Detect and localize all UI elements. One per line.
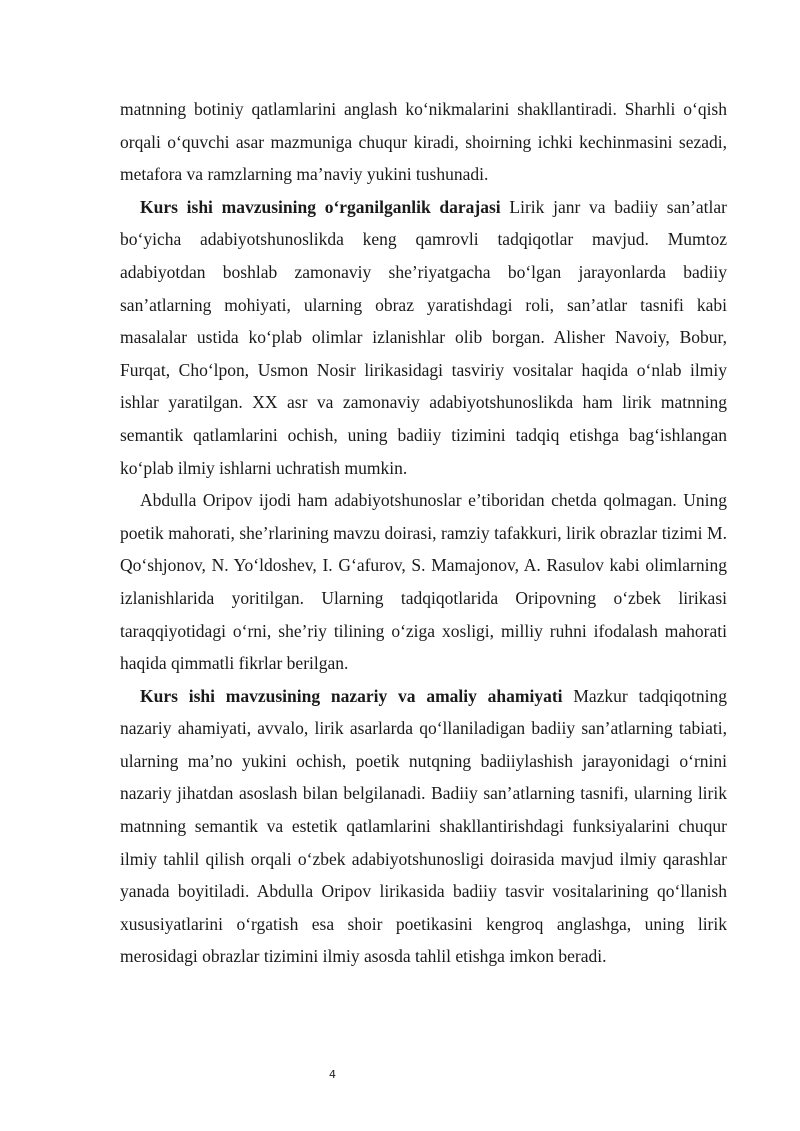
paragraph-continuation xyxy=(120,93,727,191)
page-number: 4 xyxy=(329,1068,336,1081)
paragraph-study-level xyxy=(120,191,727,484)
paragraph-text: Abdulla Oripov ijodi ham adabiyotshunoslar e’tiboridan chetda qolmagan. Uning poetik mahorati, she’rlarining mavzu doirasi, ramziy tafakkuri, lirik obrazlar tizimi M. Qo‘shjonov, N. Yo‘ldoshev, I. G‘afurov, S. Mamajonov, A. Rasulov kabi olimlarning izlanishlarida yoritilgan. Ularning tadqiqotlarida Oripovning o‘zbek lirikasi taraqqiyotidagi o‘rni, she’riy tilining o‘ziga xosligi, milliy ruhni ifodalash mahorati haqida qimmatli fikrlar berilgan. xyxy=(120,490,727,674)
document-body xyxy=(120,93,727,973)
paragraph-text: Lirik janr va badiiy san’atlar bo‘yicha adabiyotshunoslikda keng qamrovli tadqiqotlar mavjud. Mumtoz adabiyotdan boshlab zamonaviy she’riyatgacha bo‘lgan jarayonlarda badiiy san’atlarning mohiyati, ularning obraz yaratishdagi roli, san’atlar tasnifi kabi masalalar ustida ko‘plab olimlar izlanishlar olib borgan. Alisher Navoiy, Bobur, Furqat, Cho‘lpon, Usmon Nosir lirikasidagi tasviriy vositalar haqida o‘nlab ilmiy ishlar yaratilgan. XX asr va zamonaviy adabiyotshunoslikda ham lirik matnning semantik qatlamlarini ochish, uning badiiy tizimini tadqiq etishga bag‘ishlangan ko‘plab ilmiy ishlarni uchratish mumkin. xyxy=(120,196,727,478)
section-heading-significance: Kurs ishi mavzusining nazariy va amaliy ahamiyati xyxy=(140,685,563,706)
paragraph-text: Mazkur tadqiqotning nazariy ahamiyati, avvalo, lirik asarlarda qo‘llaniladigan badiiy san’atlarning tabiati, ularning ma’no yukini ochish, poetik nutqning badiiylashish jarayonidagi o‘rnini nazariy jihatdan asoslash bilan belgilanadi. Badiiy san’atlarning tasnifi, ularning lirik matnning semantik va estetik qatlamlarini shakllantirishdagi funksiyalarini chuqur ilmiy tahlil qilish orqali o‘zbek adabiyotshunosligi doirasida mavjud ilmiy qarashlar yanada boyitiladi. Abdulla Oripov lirikasida badiiy tasvir vositalarining qo‘llanish xususiyatlarini o‘rgatish esa shoir poetikasini kengroq anglashga, uning lirik merosidagi obrazlar tizimini ilmiy asosda tahlil etishga imkon beradi. xyxy=(120,685,728,967)
section-heading-study-level: Kurs ishi mavzusining o‘rganilganlik darajasi xyxy=(140,196,501,217)
paragraph-text: matnning botiniy qatlamlarini anglash ko‘nikmalarini shakllantiradi. Sharhli o‘qish orqali o‘quvchi asar mazmuniga chuqur kiradi, shoirning ichki kechinmasini sezadi, metafora va ramzlarning ma’naviy yukini tushunadi. xyxy=(120,99,727,185)
paragraph-oripov-research xyxy=(120,484,727,680)
paragraph-significance xyxy=(120,680,727,973)
